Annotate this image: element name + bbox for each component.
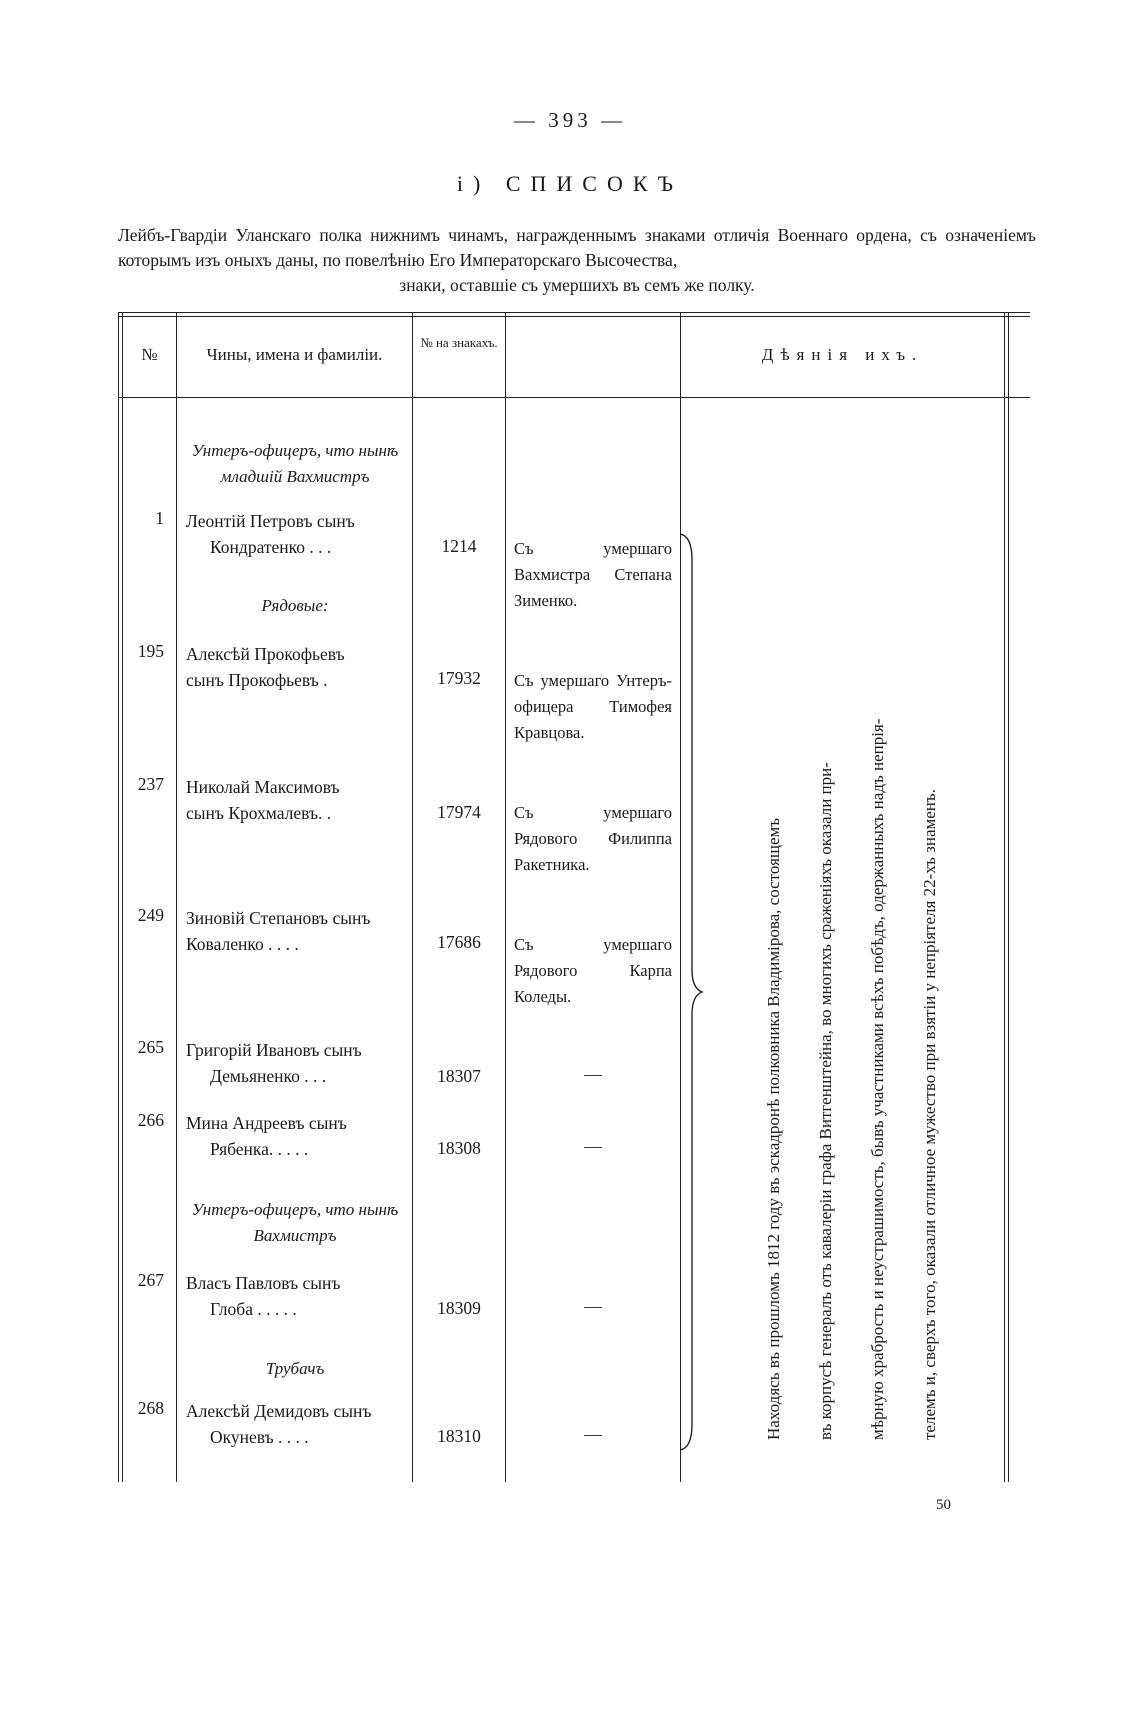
row-name-line2: сынъ Крохмалевъ. . xyxy=(186,803,332,823)
row-number: 195 xyxy=(137,641,164,661)
row-name-line2: Окуневъ . . . . xyxy=(210,1427,309,1447)
row-name xyxy=(186,1037,408,1089)
row-name xyxy=(186,641,408,693)
row-note: Съ умершаго Рядового Филиппа Ракетника. xyxy=(514,803,672,874)
header-deeds: Дѣянія ихъ. xyxy=(761,345,924,364)
row-badge-number: 18308 xyxy=(437,1138,481,1158)
rank-caption-4: Трубачъ xyxy=(265,1359,325,1378)
deeds-line-1: Находясь въ прошломъ 1812 году въ эскадронѣ полковника Владимірова, состоящемъ xyxy=(764,817,783,1440)
row-name-line1: Власъ Павловъ сынъ xyxy=(186,1273,341,1293)
row-note: Съ умершаго Рядового Карпа Коледы. xyxy=(514,935,672,1006)
row-number: 268 xyxy=(137,1398,164,1418)
row-note: — xyxy=(584,1296,602,1316)
row-number: 1 xyxy=(155,508,164,528)
row-name-line1: Алексѣй Прокофьевъ xyxy=(186,644,345,664)
row-name xyxy=(186,1270,408,1322)
row-name-line1: Леонтій Петровъ сынъ xyxy=(186,511,355,531)
row-badge-number: 18307 xyxy=(437,1066,481,1086)
row-name-line1: Мина Андреевъ сынъ xyxy=(186,1113,347,1133)
row-name-line2: Кондратенко . . . xyxy=(210,537,332,557)
page-number: — 393 — xyxy=(514,108,626,132)
row-note: Съ умершаго Унтеръ-офицера Тимофея Кравцова. xyxy=(514,671,672,742)
row-number: 266 xyxy=(137,1110,164,1130)
row-number: 267 xyxy=(137,1270,164,1290)
row-name xyxy=(186,905,408,957)
row-name-line2: Демьяненко . . . xyxy=(210,1066,327,1086)
row-note: — xyxy=(584,1424,602,1444)
intro-last-line: знаки, оставшіе съ умершихъ въ семъ же полку. xyxy=(399,275,755,295)
row-name xyxy=(186,1110,408,1162)
row-name xyxy=(186,1398,408,1450)
row-number: 237 xyxy=(137,774,164,794)
row-name-line1: Григорій Ивановъ сынъ xyxy=(186,1040,362,1060)
header-names: Чины, имена и фамиліи. xyxy=(206,345,383,364)
row-name-line2: Глоба . . . . . xyxy=(210,1299,297,1319)
row-note: — xyxy=(584,1064,602,1084)
header-number: № xyxy=(141,345,158,364)
row-badge-number: 17686 xyxy=(437,932,481,952)
row-badge-number: 18309 xyxy=(437,1298,481,1318)
signature-number: 50 xyxy=(936,1497,951,1513)
row-note: — xyxy=(584,1136,602,1156)
row-name-line1: Зиновій Степановъ сынъ xyxy=(186,908,371,928)
rank-caption-1: Унтеръ-офицеръ, что нынѣ младшій Вахмистръ xyxy=(191,441,399,486)
row-name-line2: Рябенка. . . . . xyxy=(210,1139,309,1159)
intro-paragraph xyxy=(118,223,1036,298)
row-number: 265 xyxy=(137,1037,164,1057)
row-name-line2: сынъ Прокофьевъ . xyxy=(186,670,328,690)
row-number: 249 xyxy=(137,905,164,925)
row-name-line2: Коваленко . . . . xyxy=(186,934,299,954)
deeds-line-2: въ корпусѣ генералъ отъ кавалеріи графа Витгенштейна, во многихъ сраженіяхъ оказали при- xyxy=(816,762,835,1440)
row-name xyxy=(186,508,408,560)
deeds-line-4: телемъ и, сверхъ того, оказали отличное мужество при взятіи у непріятеля 22-хъ знаменъ. xyxy=(920,789,939,1440)
row-note: Съ умершаго Вахмистра Степана Зименко. xyxy=(514,539,672,610)
row-name-line1: Николай Максимовъ xyxy=(186,777,340,797)
row-badge-number: 18310 xyxy=(437,1426,481,1446)
list-heading: і) СПИСОКЪ xyxy=(456,171,684,196)
row-name xyxy=(186,774,408,826)
deeds-line-3: мѣрную храбрость и неустрашимость, бывъ участниками всѣхъ побѣдъ, одержанныхъ надъ непрія- xyxy=(868,718,887,1440)
row-badge-number: 1214 xyxy=(441,536,477,556)
row-badge-number: 17974 xyxy=(437,802,481,822)
row-name-line1: Алексѣй Демидовъ сынъ xyxy=(186,1401,372,1421)
row-badge-number: 17932 xyxy=(437,668,481,688)
rank-caption-3: Унтеръ-офицеръ, что нынѣ Вахмистръ xyxy=(191,1200,399,1245)
rank-caption-2: Рядовые: xyxy=(261,596,329,615)
header-badge-no: № на знакахъ. xyxy=(420,335,498,350)
intro-text: Лейбъ-Гвардіи Уланскаго полка нижнимъ чинамъ, награжденнымъ знаками отличія Военнаго ордена, съ означеніемъ которымъ изъ оныхъ даны, по повелѣнію Его Императорскаго Высочества, xyxy=(118,225,1036,270)
grouping-brace xyxy=(676,530,706,1454)
